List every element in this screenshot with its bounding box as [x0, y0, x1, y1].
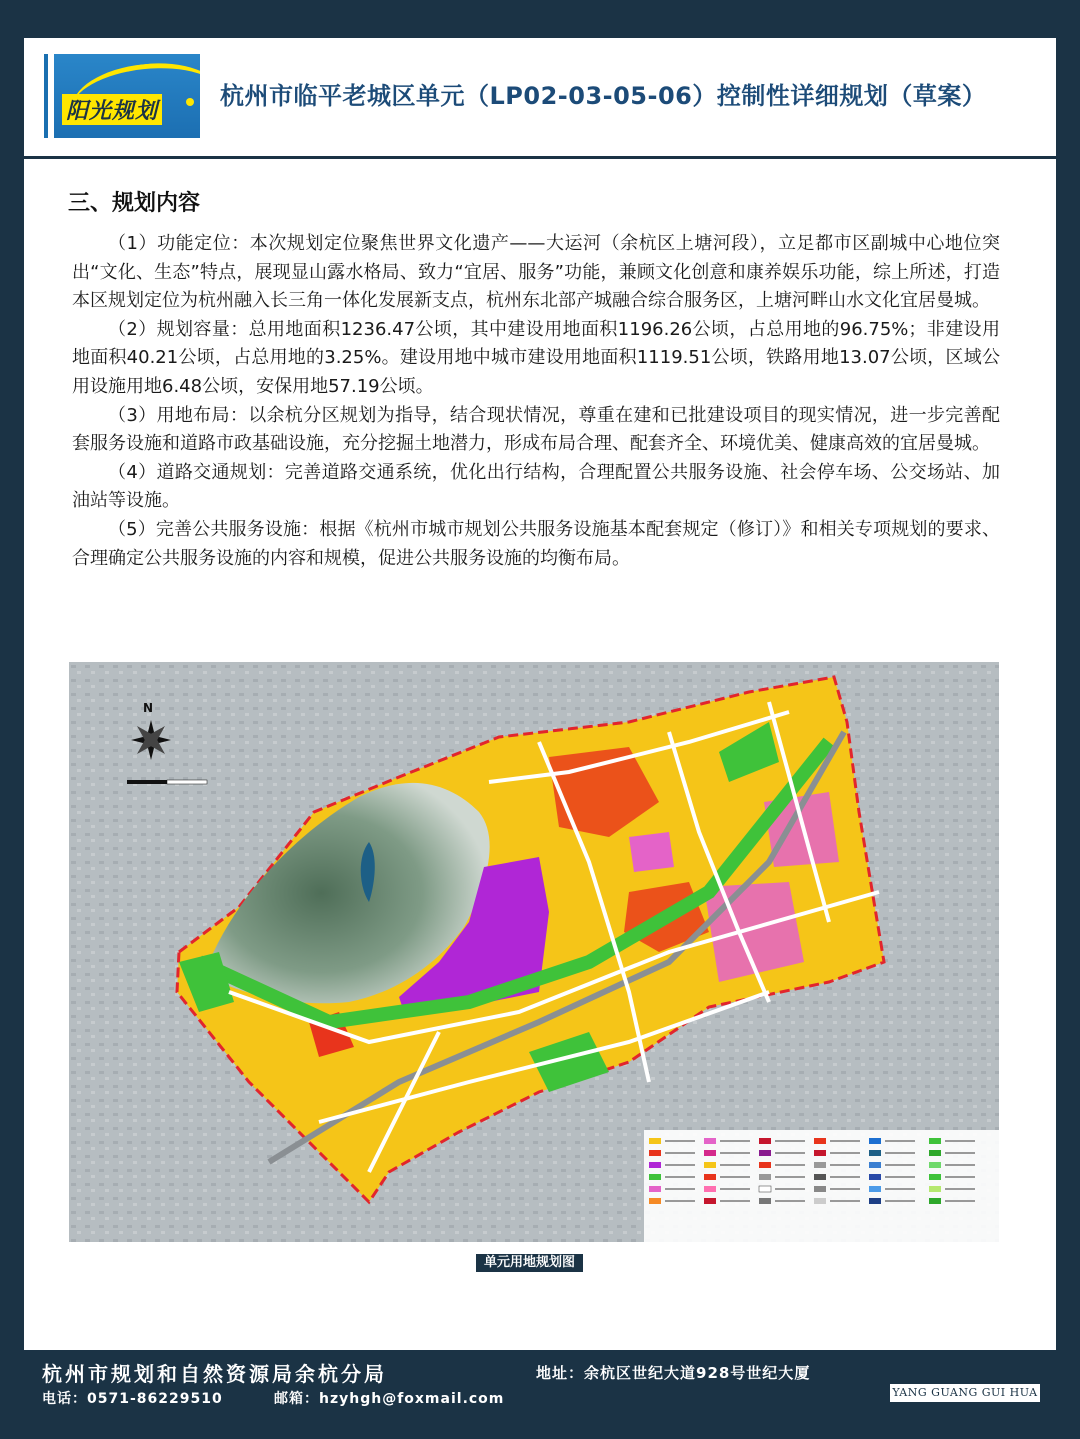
logo-text: 阳光规划: [62, 94, 162, 125]
company-logo: [54, 54, 200, 138]
footer-address: 地址：余杭区世纪大道928号世纪大厦: [536, 1364, 811, 1382]
header: [24, 38, 1056, 159]
paragraph-land-layout: （3）用地布局：以余杭分区规划为指导，结合现状情况，尊重在建和已批建设项目的现实情况，进一步完善配套服务设施和道路市政基础设施，充分挖掘土地潜力，形成布局合理、配套齐全、环境优美、健康高效的宜居曼城。: [72, 404, 1000, 455]
paragraph-traffic: （4）道路交通规划：完善道路交通系统，优化出行结构，合理配置公共服务设施、社会停车场、公交场站、加油站等设施。: [72, 461, 1000, 512]
map-legend: [644, 1130, 999, 1242]
footer-email: 邮箱：hzyhgh@foxmail.com: [274, 1391, 505, 1407]
document-page: [24, 38, 1056, 1350]
page-title: 杭州市临平老城区单元（LP02-03-05-06）控制性详细规划（草案）: [220, 82, 987, 110]
footer-tagline: YANG GUANG GUI HUA: [890, 1384, 1040, 1402]
land-use-map-graphic: [69, 662, 999, 1242]
north-label: N: [143, 701, 154, 715]
map-caption: 单元用地规划图: [476, 1254, 583, 1272]
footer: [0, 1350, 1080, 1439]
logo-sun-dot: [186, 98, 194, 106]
land-use-map: [69, 662, 999, 1242]
paragraph-capacity: （2）规划容量：总用地面积1236.47公顷，其中建设用地面积1196.26公顷，占总用地的96.75%；非建设用地面积40.21公顷，占总用地的3.25%。建设用地中城市建设用地面积1119.51公顷，铁路用地13.07公顷，区域公用设施用地6.48公顷，安保用地57.19公顷。: [72, 318, 1000, 397]
footer-organization: 杭州市规划和自然资源局余杭分局: [42, 1362, 387, 1386]
public-facility-zone-center: [629, 832, 674, 872]
header-accent-bar: [44, 54, 48, 138]
scale-bar: [127, 780, 207, 784]
paragraph-positioning: （1）功能定位：本次规划定位聚焦世界文化遗产——大运河（余杭区上塘河段），立足都市区副城中心地位突出“文化、生态”特点，展现显山露水格局、致力“宜居、服务”功能，兼顾文化创意和康养娱乐功能，综上所述，打造本区规划定位为杭州融入长三角一体化发展新支点，杭州东北部产城融合综合服务区，上塘河畔山水文化宜居曼城。: [72, 233, 1000, 312]
footer-telephone: 电话：0571-86229510: [42, 1391, 223, 1407]
section-heading: 三、规划内容: [68, 191, 201, 216]
section-content: [72, 230, 1000, 573]
paragraph-public-services: （5）完善公共服务设施：根据《杭州市城市规划公共服务设施基本配套规定（修订）》和相关专项规划的要求、合理确定公共服务设施的内容和规模，促进公共服务设施的均衡布局。: [72, 518, 1000, 569]
compass-rose-icon: [131, 720, 171, 760]
